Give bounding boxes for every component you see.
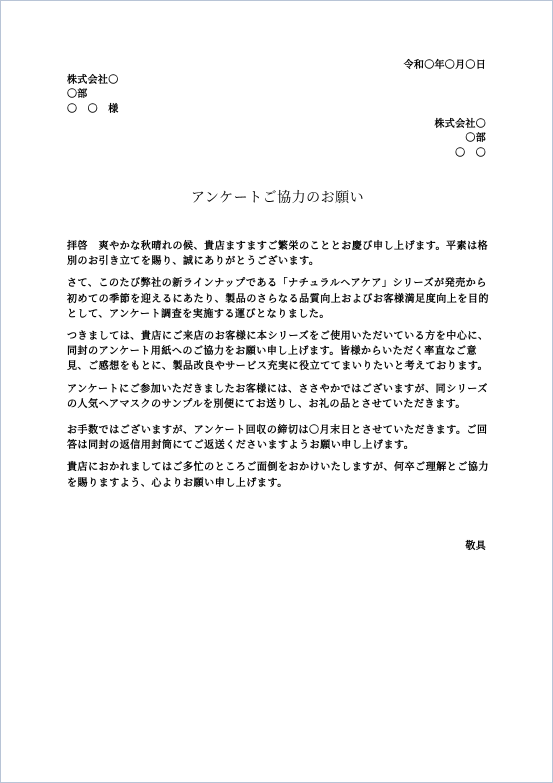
letter-body bbox=[67, 239, 491, 498]
recipient-company: 株式会社〇 bbox=[67, 75, 119, 86]
sender-company: 株式会社〇 bbox=[434, 119, 486, 130]
sender-name: 〇 〇 bbox=[455, 148, 486, 159]
body-paragraph-request: つきましては、貴店にご来店のお客様に本シリーズをご使用いただいている方を中心に、同封のアンケート用紙へのご協力をお願い申し上げます。皆様からいただく率直なご意見、ご感想をもとに、製品改良やサービス充実に役立ててまいりたいと考えております。 bbox=[67, 331, 489, 373]
letter-date: 令和〇年〇月〇日 bbox=[403, 60, 486, 71]
recipient-name: 〇 〇 様 bbox=[67, 104, 119, 115]
body-paragraph-greeting: 拝啓 爽やかな秋晴れの候、貴店ますますご繁栄のこととお慶び申し上げます。平素は格別のお引き立てを賜り、誠にありがとうございます。 bbox=[67, 241, 489, 268]
body-paragraph-gift: アンケートにご参加いただきましたお客様には、ささやかではございますが、同シリーズの人気ヘアマスクのサンプルを別便にてお送りし、お礼の品とさせていただきます。 bbox=[67, 383, 488, 410]
body-paragraph-closing-request: 貴店におかれましてはご多忙のところご面倒をおかけいたしますが、何卒ご理解とご協力を賜りますよう、心よりお願い申し上げます。 bbox=[67, 462, 489, 489]
letter-title: アンケートご協力のお願い bbox=[190, 190, 365, 206]
recipient-department: 〇部 bbox=[67, 89, 88, 100]
body-paragraph-announcement: さて、このたび弊社の新ラインナップである「ナチュラルヘアケア」シリーズが発売から初めての季節を迎えるにあたり、製品のさらなる品質向上およびお客様満足度向上を目的として、アンケート調査を実施する運びとなりました。 bbox=[67, 278, 489, 320]
sender-department: 〇部 bbox=[465, 133, 486, 144]
body-paragraph-deadline: お手数ではございますが、アンケート回収の締切は〇月末日とさせていただきます。ご回答は同封の返信用封筒にてご返送くださいますようお願い申し上げます。 bbox=[67, 425, 488, 452]
closing-word: 敬具 bbox=[465, 541, 486, 552]
